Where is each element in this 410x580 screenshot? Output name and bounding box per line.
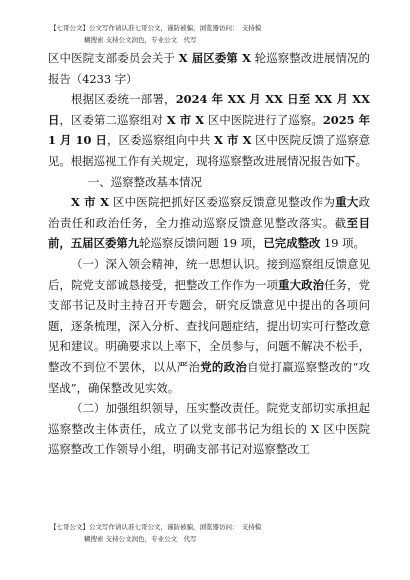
bold-date: 2025 年 1 月 10 日 xyxy=(48,112,371,148)
paragraph-intro xyxy=(48,89,370,171)
bold-phrase: 重大政治 xyxy=(278,277,325,292)
document-body xyxy=(48,48,370,460)
text-run: 区中医院反馈了巡察意见。根据巡视工作有关规定，现将巡察整改进展情况报告如 xyxy=(48,133,371,168)
text-run: 。 xyxy=(355,153,367,168)
bold-phrase: 党的政治 xyxy=(200,359,248,374)
text-run: 区中医院把抓好区委巡察反馈意见整改作为 xyxy=(108,195,336,210)
title-part: 区中医院支部委员会关于 xyxy=(48,51,179,65)
header-line-1: 【七哥公文】公文写作请认准七哥公文，谨防被骗，浏览器访问： 支持模 xyxy=(50,24,262,32)
text-run: （一）深入领会精神，统一思想认识。接到巡察组反馈意见后，院党支部诚恳接受，把整改工作作为一项 xyxy=(48,256,370,292)
header-line-2: 糊搜索 支持公文润色，专业公文 代写 xyxy=(84,36,197,44)
text-run: 政治责任和政治任务，全力推动巡察反馈意见整改落实。截 xyxy=(48,195,370,230)
paragraph-item-1 xyxy=(48,254,370,398)
page-footer xyxy=(50,521,370,545)
text-run: 任务，党支部书记及时主持召开专题会，研究反馈意见中提出的各项问题，逐条梳理，深入分析、查找问题症结，提出切实可行整改意见和建议。明确要求以上率下，全员参与，问题不解决不松手，整改不到位不罢休，以从严治 xyxy=(48,277,370,374)
text-run: 根据区委统一部署， xyxy=(71,92,176,107)
footer-line-2: 糊搜索 支持公文润色，专业公文 代写 xyxy=(84,535,197,543)
bold-phrase: 已完成整改 xyxy=(263,236,321,251)
bold-place: X 市 X xyxy=(214,133,252,148)
section-heading-1: 一、巡察整改基本情况 xyxy=(88,174,202,189)
title-bold-part: X 届区委第 X xyxy=(178,51,251,65)
bold-phrase: 至目前，五届区委第九 xyxy=(48,215,370,251)
bold-place: X 市 X xyxy=(166,112,205,127)
page-header xyxy=(50,22,370,46)
text-run: 轮巡察反馈问题 19 项， xyxy=(139,236,264,251)
bold-word: 重大 xyxy=(335,195,359,210)
paragraph-summary xyxy=(48,192,370,254)
text-run: 自觉打赢巡察整改的“攻坚战”，确保整改见实效。 xyxy=(48,359,370,395)
text-run: 19 项。 xyxy=(320,236,365,251)
text-run: ，区委巡察组向中共 xyxy=(106,133,215,148)
title-part: 轮巡察整改进展情况的报告（4233 字） xyxy=(48,51,370,86)
footer-line-1: 【七哥公文】公文写作请认准七哥公文，谨防被骗，浏览器访问： 支持模 xyxy=(50,523,262,531)
document-title xyxy=(48,48,370,89)
bold-word: 下 xyxy=(344,153,356,168)
text-run: 区中医院进行了巡察。 xyxy=(204,112,323,127)
paragraph-item-2: （二）加强组织领导，压实整改责任。院党支部切实承担起巡察整改主体责任，成立了以党支部书记为组长的 X 区中医院巡察整改工作领导小组，明确支部书记对巡察整改工 xyxy=(48,401,370,457)
bold-place: X 市 X xyxy=(71,195,109,210)
bold-date: 2024 年 XX 月 XX 日至 XX 月 XX 日 xyxy=(48,92,370,127)
text-run: ，区委第二巡察组对 xyxy=(59,112,167,127)
